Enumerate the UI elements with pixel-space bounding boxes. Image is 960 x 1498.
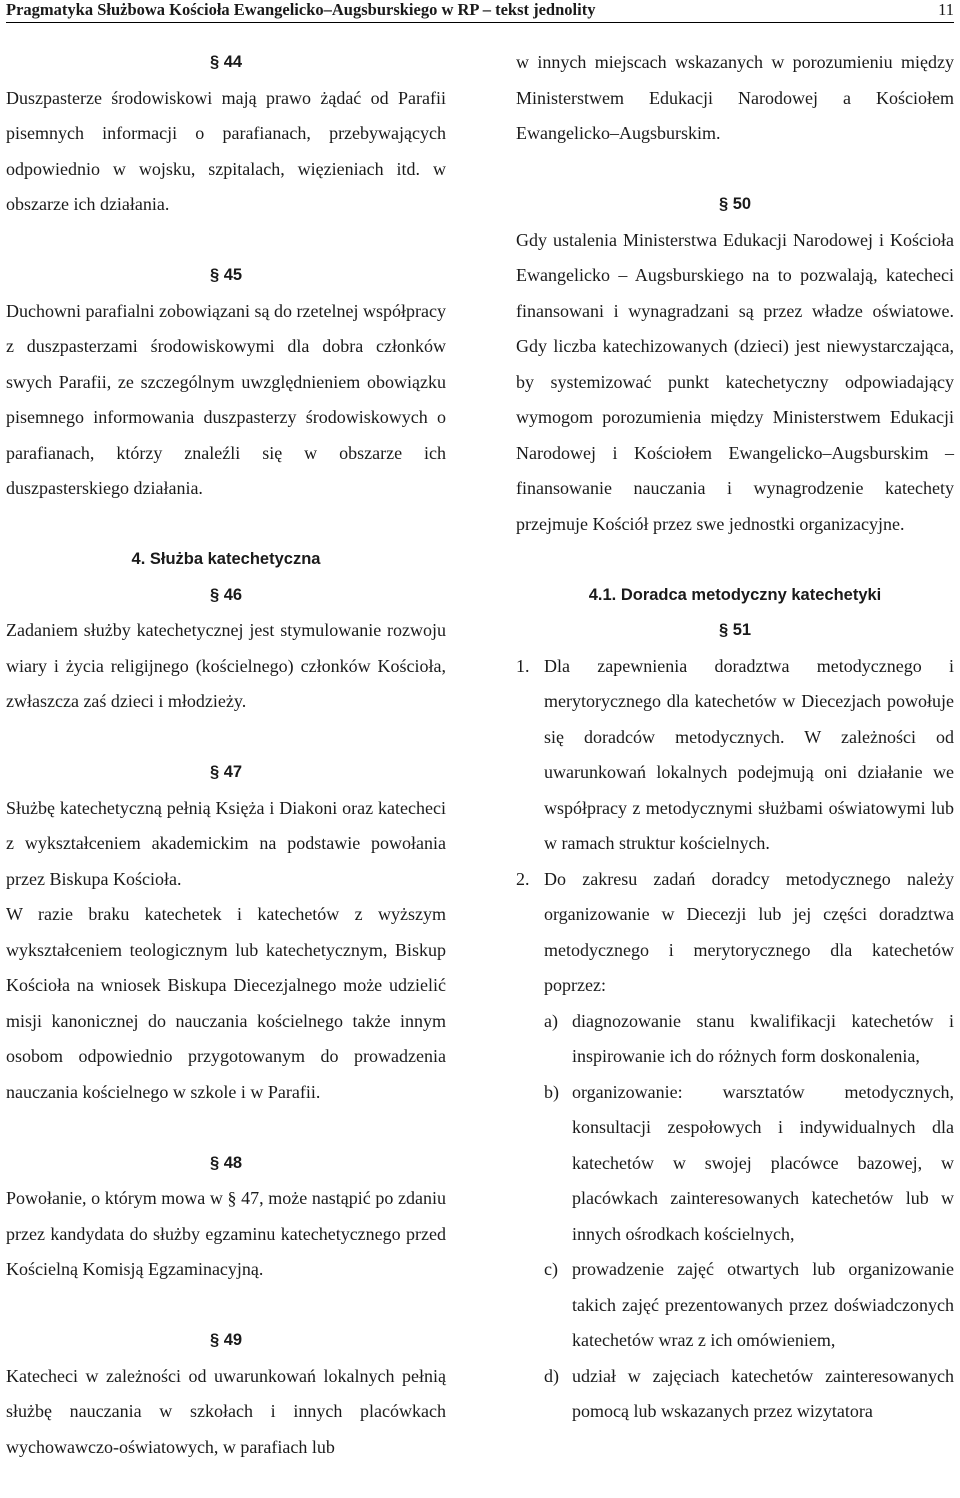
list-item-text: Do zakresu zadań doradcy metodycznego należy organizowanie w Diecezji lub jej części doradztwa metodycznego i merytorycznego dla katechetów poprzez: bbox=[544, 868, 954, 995]
sub-list-item-text: udział w zajęciach katechetów zainteresowanych pomocą lub wskazanych przez wizytatora bbox=[572, 1365, 954, 1421]
section-49-heading: § 49 bbox=[209, 1331, 243, 1349]
list-marker: 2. bbox=[516, 868, 530, 889]
sub-list-item bbox=[516, 1075, 954, 1253]
section-44-text: Duszpasterze środowiskowi mają prawo żądać od Parafii pisemnych informacji o parafianach, przebywających odpowiednio w wojsku, szpitalach, więzieniach itd. w obszarze ich działania. bbox=[6, 87, 446, 214]
sub-list-item bbox=[516, 1004, 954, 1075]
list-item bbox=[516, 862, 954, 1004]
section-46-text: Zadaniem służby katechetycznej jest stymulowanie rozwoju wiary i życia religijnego (kościelnego) członków Kościoła, zwłaszcza zaś dzieci i młodzieży. bbox=[6, 620, 446, 711]
section-48-text: Powołanie, o którym mowa w § 47, może nastąpić po zdaniu przez kandydata do służby egzaminu katechetycznego przed Kościelną Komisją Egzaminacyjną. bbox=[6, 1188, 446, 1279]
section-49-text: Katecheci w zależności od uwarunkowań lokalnych pełnią służbę nauczania w szkołach i innych placówkach wychowawczo-oświatowych, w parafiach lub bbox=[6, 1365, 446, 1457]
sub-list-item-text: prowadzenie zajęć otwartych lub organizowanie takich zajęć prezentowanych przez doświadczonych katechetów wraz z ich omówieniem, bbox=[572, 1259, 954, 1350]
sub-list-item bbox=[516, 1359, 954, 1430]
sub-list-marker: c) bbox=[544, 1259, 558, 1279]
sub-list-item-text: diagnozowanie stanu kwalifikacji katechetów i inspirowanie ich do różnych form doskonalenia, bbox=[572, 1010, 954, 1066]
sub-list-item-text: organizowanie: warsztatów metodycznych, konsultacji zespołowych i indywidualnych dla katechetów w swojej placówce bazowej, w placówkach zainteresowanych katechetów lub w innych ośrodkach kościelnych, bbox=[572, 1081, 954, 1244]
section-44-heading: § 44 bbox=[209, 53, 243, 71]
page-header bbox=[6, 0, 954, 23]
subchapter-4-1-heading: 4.1. Doradca metodyczny katechetyki bbox=[588, 585, 882, 604]
page-number: 11 bbox=[938, 0, 954, 19]
list-item-text: Dla zapewnienia doradztwa metodycznego i merytorycznego dla katechetów w Diecezjach powołuje się doradców metodycznych. W zależności od uwarunkowań lokalnych podejmują oni działanie we współpracy z metodycznymi służbami oświatowymi lub w ramach struktur kościelnych. bbox=[544, 655, 954, 853]
sub-list-item bbox=[516, 1252, 954, 1359]
section-49-continuation: w innych miejscach wskazanych w porozumieniu między Ministerstwem Edukacji Narodowej a Kościołem Ewangelicko–Augsburskim. bbox=[516, 52, 954, 143]
document-title: Pragmatyka Służbowa Kościoła Ewangelicko–Augsburskiego w RP – tekst jednolity bbox=[6, 0, 596, 19]
section-48-heading: § 48 bbox=[209, 1153, 243, 1172]
left-column bbox=[6, 45, 446, 1465]
section-45-heading: § 45 bbox=[209, 266, 243, 284]
section-47-text-2: W razie braku katechetek i katechetów z wyższym wykształceniem teologicznym lub katechetycznym, Biskup Kościoła na wniosek Biskupa Diecezjalnego może udzielić misji kanonicznej do nauczania kościelnego także innym osobom odpowiednio przygotowanym do prowadzenia nauczania kościelnego w szkole i w Parafii. bbox=[6, 904, 446, 1102]
section-50-heading: § 50 bbox=[718, 195, 752, 213]
section-46-heading: § 46 bbox=[209, 585, 243, 604]
section-51-heading: § 51 bbox=[718, 621, 752, 639]
section-47-text-1: Służbę katechetyczną pełnią Księża i Diakoni oraz katecheci z wykształceniem akademickim na podstawie powołania przez Biskupa Kościoła. bbox=[6, 797, 446, 889]
list-marker: 1. bbox=[516, 655, 530, 676]
section-47-heading: § 47 bbox=[209, 763, 243, 781]
section-50-text: Gdy ustalenia Ministerstwa Edukacji Narodowej i Kościoła Ewangelicko – Augsburskiego na to pozwalają, katecheci finansowani i wynagradzani są przez władze oświatowe. Gdy liczba katechizowanych (dzieci) jest niewystarczająca, by systemizować punkt katechetyczny odpowiadający wymogom porozumienia między Ministerstwem Edukacji Narodowej i Kościołem Ewangelicko–Augsburskim – finansowanie nauczania i wynagrodzenie katechety przejmuje Kościół przez swe jednostki organizacyjne. bbox=[516, 229, 954, 534]
list-item bbox=[516, 649, 954, 862]
right-column bbox=[516, 45, 954, 1430]
sub-list-marker: d) bbox=[544, 1365, 559, 1386]
sub-list-marker: a) bbox=[544, 1010, 558, 1031]
chapter-4-heading: 4. Służba katechetyczna bbox=[131, 550, 321, 568]
section-45-text: Duchowni parafialni zobowiązani są do rzetelnej współpracy z duszpasterzami środowiskowymi dla dobra członków swych Parafii, ze szczególnym uwzględnieniem obowiązku pisemnego informowania duszpasterzy środowiskowych o parafianach, którzy znaleźli się w obszarze ich duszpasterskiego działania. bbox=[6, 300, 446, 498]
sub-list-marker: b) bbox=[544, 1081, 559, 1102]
